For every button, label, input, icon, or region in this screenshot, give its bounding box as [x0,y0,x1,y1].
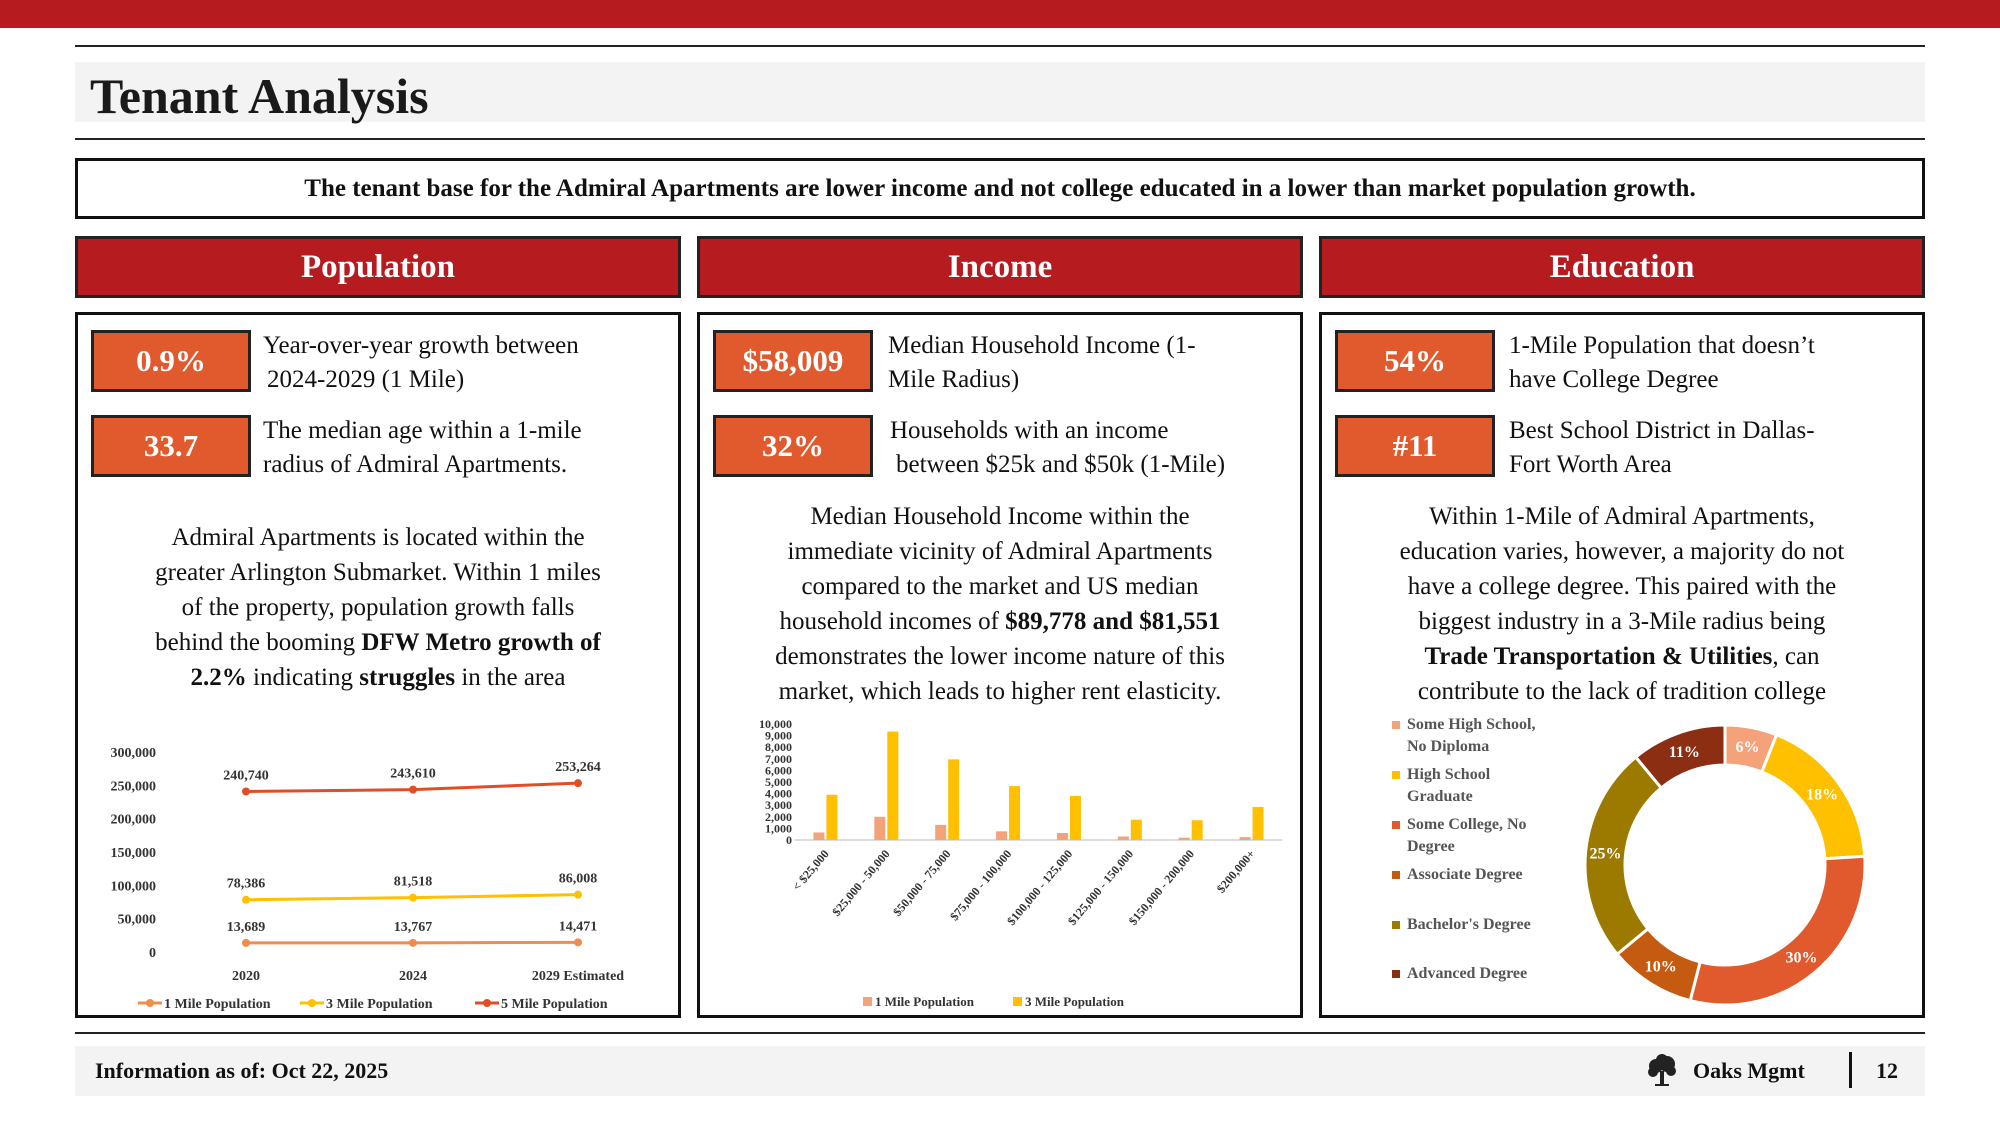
data-label: 86,008 [558,871,598,887]
desc-line: 2024-2029 (1 Mile) [267,366,465,393]
y-tick-label: 150,000 [110,846,156,861]
population-line-chart [78,715,678,1015]
population-stat-age: 33.7 [91,415,251,477]
legend-marker [308,999,316,1007]
legend-item [1392,866,1523,883]
legend-swatch [1392,970,1400,978]
bar-3-mile [887,732,898,840]
para-line [78,660,678,695]
y-tick-label: 200,000 [110,812,156,828]
summary-text: The tenant base for the Admiral Apartments are lower income and not college educated in a lower than market population growth. [304,174,1696,202]
para-fragment: indicating [246,664,360,691]
page-title: Tenant Analysis [90,68,429,124]
x-tick-label: $100,000 - 125,000 [1004,846,1076,928]
x-tick-label: $200,000+ [1213,846,1258,896]
legend-item [138,997,271,1012]
para-line: Admiral Apartments is located within the [171,524,585,551]
bar-3-mile [1070,796,1081,840]
desc-line: radius of Admiral Apartments. [263,451,568,478]
para-line: biggest industry in a 3-Mile radius being [1418,608,1826,635]
x-tick-label: < $25,000 [789,846,832,894]
legend-swatch [1392,871,1400,879]
legend-item [863,994,975,1009]
y-tick-label: 8,000 [765,740,792,755]
y-tick-label: 1,000 [765,821,792,836]
legend-label: Graduate [1407,788,1473,805]
legend-item [1392,916,1531,933]
top-accent-bar [0,0,2000,28]
legend-label: Associate Degree [1407,866,1523,883]
desc-line: Mile Radius) [888,366,1020,393]
bar-1-mile [935,825,946,840]
desc-line: have College Degree [1509,366,1719,393]
legend-marker [146,999,154,1007]
legend-swatch [1392,771,1400,779]
desc-line: 1-Mile Population that doesn’t [1509,332,1815,359]
data-label: 13,689 [226,919,266,935]
legend-item [1392,816,1527,855]
footer-rule [75,1032,1925,1034]
y-tick-label: 0 [149,946,156,961]
slice-label: 10% [1644,958,1677,976]
legend-item [475,997,608,1012]
bar-3-mile [1253,807,1264,840]
para-emphasis: $89,778 and $81,551 [1005,608,1221,635]
income-stat-median: $58,009 [713,330,873,392]
legend-label: No Diploma [1407,738,1490,755]
education-paragraph [1322,499,1922,709]
para-fragment: , can [1772,643,1820,670]
x-tick-label: $150,000 - 200,000 [1125,846,1197,928]
income-stat-households: 32% [713,415,873,477]
x-tick-label: 2020 [232,969,260,984]
desc-line: Median Household Income (1- [888,332,1196,359]
education-heading [1319,236,1925,298]
slice-label: 30% [1785,949,1818,967]
para-line: have a college degree. This paired with the [1407,573,1837,600]
population-stat-age-desc [263,414,582,482]
footer-brand: Oaks Mgmt [1693,1058,1805,1083]
income-heading [697,236,1303,298]
slice-label: 6% [1735,739,1760,757]
legend-label: High School [1407,766,1491,783]
y-tick-label: 2,000 [765,809,792,824]
legend-item [1392,766,1491,805]
legend-swatch [1392,821,1400,829]
legend-swatch [1392,921,1400,929]
income-bar-chart [700,712,1300,1022]
y-tick-label: 5,000 [765,775,792,789]
para-fragment: behind the booming [155,629,362,656]
income-paragraph [700,499,1300,709]
x-tick-label: $25,000 - 50,000 [829,846,893,919]
y-tick-label: 250,000 [110,779,156,795]
education-stat-no-degree-desc [1509,329,1815,397]
y-tick-label: 7,000 [765,751,792,766]
header-rule-top [75,45,1925,47]
bar-1-mile [813,832,824,840]
y-tick-label: 10,000 [759,717,792,731]
bar-1-mile [1240,837,1251,840]
desc-line: Households with an income [890,417,1169,444]
desc-line: Best School District in Dallas- [1509,417,1815,444]
desc-line: Year-over-year growth between [263,332,579,359]
y-tick-label: 300,000 [110,746,156,761]
legend-item [1392,965,1527,982]
legend-swatch [1392,721,1400,729]
population-heading-text: Population [300,248,456,285]
bar-3-mile [826,795,837,840]
legend-label: Some High School, [1407,716,1536,733]
data-label: 14,471 [558,919,598,935]
bar-1-mile [1118,837,1129,840]
population-heading [75,236,681,298]
para-line: contribute to the lack of tradition college [1417,678,1827,705]
slice-label: 11% [1668,744,1700,762]
para-line: demonstrates the lower income nature of this [775,643,1225,670]
slice-label: 25% [1589,845,1622,863]
para-line [1322,639,1922,674]
x-tick-label: $50,000 - 75,000 [890,846,954,919]
education-stat-district-desc [1509,414,1815,482]
education-donut-chart [1322,713,1922,1013]
bar-1-mile [1179,838,1190,840]
legend-label: 3 Mile Population [1025,994,1124,1009]
population-stat-growth-desc [263,329,579,397]
desc-line: Fort Worth Area [1509,451,1672,478]
population-panel [75,312,681,1018]
para-line: Within 1-Mile of Admiral Apartments, [1429,503,1815,530]
donut-slice [1690,856,1865,1005]
legend-label: 5 Mile Population [501,997,608,1012]
income-heading-text: Income [947,248,1053,285]
population-paragraph [78,520,678,695]
education-stat-district: #11 [1335,415,1495,477]
education-panel [1319,312,1925,1018]
data-point [409,939,417,947]
education-heading-text: Education [1549,248,1695,285]
para-line: compared to the market and US median [801,573,1199,600]
data-label: 78,386 [226,876,266,892]
footer-info: Information as of: Oct 22, 2025 [95,1058,389,1083]
income-stat-households-desc [890,414,1225,482]
para-fragment: household incomes of [779,608,1006,635]
data-label: 81,518 [393,874,433,890]
para-line: greater Arlington Submarket. Within 1 miles [155,559,601,586]
header-rule-bottom [75,138,1925,140]
slice-label: 18% [1806,786,1839,804]
bar-3-mile [1192,820,1203,840]
legend-label: 1 Mile Population [164,997,271,1012]
income-stat-median-desc [888,329,1196,397]
desc-line: between $25k and $50k (1-Mile) [896,451,1226,478]
legend-marker [483,999,491,1007]
para-fragment: in the area [455,664,566,691]
data-point [409,786,417,794]
bar-3-mile [1009,786,1020,840]
bar-1-mile [874,817,885,840]
y-tick-label: 3,000 [765,798,792,813]
data-label: 13,767 [393,919,433,935]
data-point [242,939,250,947]
y-tick-label: 6,000 [765,763,792,778]
legend-label: 1 Mile Population [875,994,974,1009]
footer-separator [1849,1052,1852,1088]
x-tick-label: $125,000 - 150,000 [1064,846,1137,928]
x-tick-label: 2029 Estimated [531,969,625,984]
population-stat-growth: 0.9% [91,330,251,392]
legend-swatch [1013,997,1022,1006]
legend-label: Advanced Degree [1407,965,1528,982]
page-number: 12 [1876,1058,1898,1083]
legend-item [1013,994,1125,1009]
legend-item [1392,716,1535,755]
para-emphasis: struggles [359,664,456,691]
para-line: market, which leads to higher rent elasticity. [778,678,1222,705]
para-emphasis: Trade Transportation & Utilities [1424,643,1773,670]
para-line: Median Household Income within the [810,503,1190,530]
data-point [409,894,417,902]
y-tick-label: 9,000 [765,728,792,743]
para-line [700,604,1300,639]
data-point [574,779,582,787]
legend-label: Bachelor's Degree [1407,916,1531,933]
income-panel [697,312,1303,1018]
legend-label: Degree [1407,838,1455,855]
bar-3-mile [1131,820,1142,840]
bar-3-mile [948,759,959,840]
para-emphasis: DFW Metro growth of [361,629,601,656]
para-line: education varies, however, a majority do not [1399,538,1845,565]
data-label: 240,740 [223,768,269,784]
education-stat-no-degree: 54% [1335,330,1495,392]
y-tick-label: 50,000 [117,912,156,928]
para-line: of the property, population growth falls [181,594,575,621]
legend-swatch [863,997,872,1006]
x-tick-label: 2024 [399,969,427,984]
data-point [242,896,250,904]
tree-logo-icon [1645,1054,1679,1088]
legend-item [300,997,433,1012]
y-tick-label: 4,000 [765,786,792,801]
x-tick-label: $75,000 - 100,000 [947,846,1015,924]
bar-1-mile [996,831,1007,840]
summary-box [75,158,1925,219]
legend-label: 3 Mile Population [326,997,433,1012]
para-line [78,625,678,660]
y-tick-label: 0 [786,833,792,847]
desc-line: The median age within a 1-mile [263,417,582,444]
data-label: 243,610 [390,766,436,782]
y-tick-label: 100,000 [110,879,156,895]
data-point [574,891,582,899]
data-label: 253,264 [555,760,601,776]
legend-label: Some College, No [1407,816,1527,833]
para-line: immediate vicinity of Admiral Apartments [787,538,1213,565]
bar-1-mile [1057,833,1068,840]
data-point [242,788,250,796]
para-emphasis: 2.2% [190,664,247,691]
data-point [574,938,582,946]
